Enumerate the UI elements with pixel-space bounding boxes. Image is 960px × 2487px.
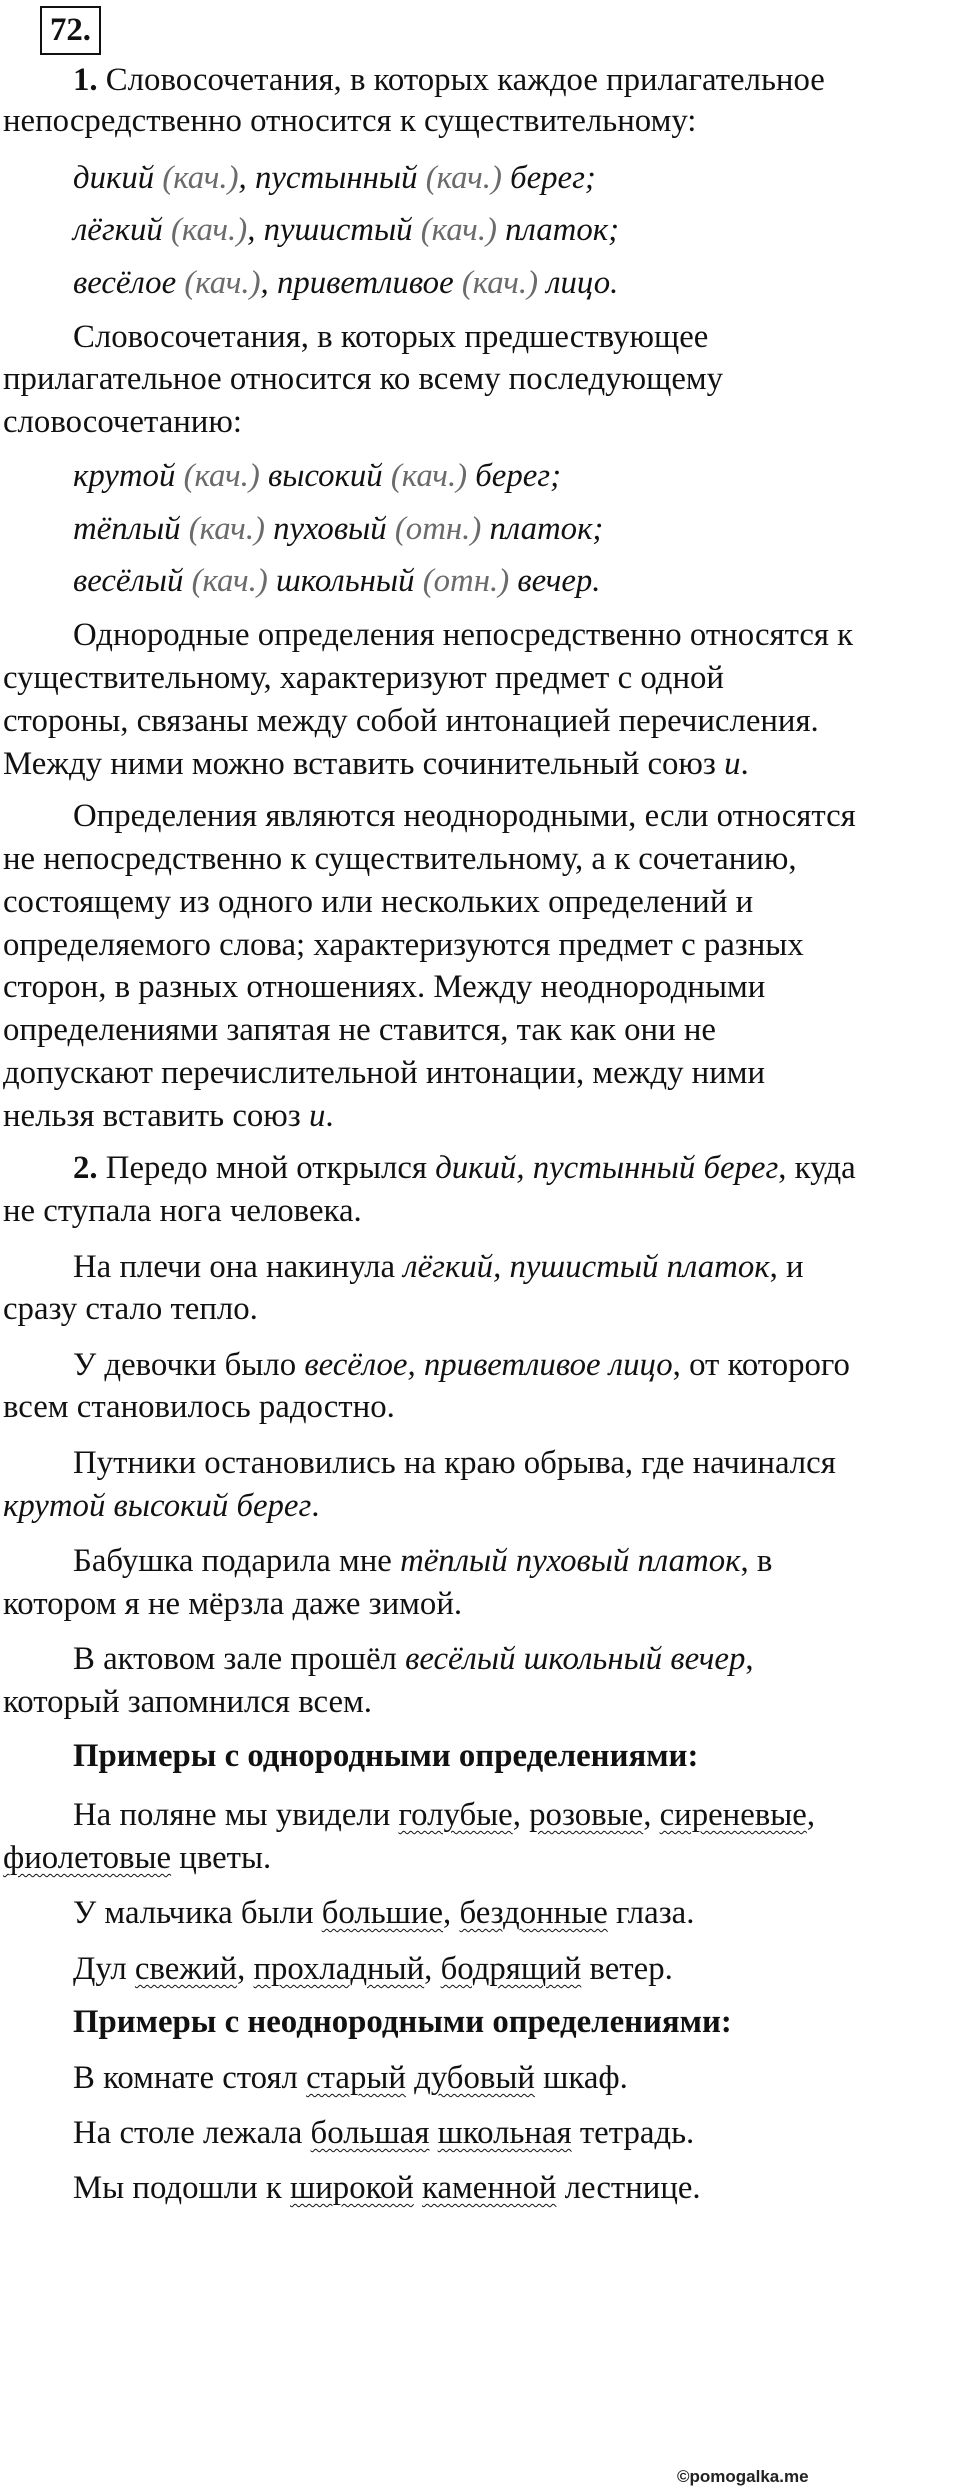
noun: лицо. [546,265,619,301]
s1-number: 1. [73,62,98,98]
tag-b: (отн.) [422,563,510,599]
def-word: большие [321,1895,444,1931]
homo-example-1: дикий (кач.), пустынный (кач.) берег; [73,160,596,196]
text: В комнате стоял [73,2060,307,2096]
s2-sentence-5-line-2: котором я не мёрзла даже зимой. [3,1586,463,1622]
tag-a: (кач.) [191,563,268,599]
text: , [745,1641,754,1677]
homo-example-2: лёгкий (кач.), пушистый (кач.) платок; [73,212,620,248]
tag-a: (кач.) [183,458,260,494]
conj: и [724,746,741,782]
p3-line-3: стороны, связаны между собой интонацией перечисления. [3,703,819,739]
homo-heading: Примеры с однородными определениями: [73,1738,699,1774]
tag-a: (кач.) [184,265,261,301]
phrase: тёплый пуховый платок [400,1543,741,1579]
def-word: дубовый [414,2060,535,2096]
p4-line-8 [0,1089,960,1144]
hetero-heading: Примеры с неоднородными определениями: [73,2004,732,2040]
adj-b: пуховый [273,511,387,547]
p4-line-4: определяемого слова; характеризуются предмет с разных [3,927,804,963]
text: Дул [73,1951,135,1987]
noun: берег; [510,160,596,196]
s1-intro-line-2: непосредственно относится к существительному: [3,103,697,139]
adj-b: пушистый [263,212,413,248]
text: глаза. [607,1895,695,1931]
def-word: каменной [422,2170,557,2206]
def-word: розовые [529,1797,644,1833]
text: Бабушка подарила мне [73,1543,401,1579]
text: нельзя вставить союз [3,1098,309,1134]
noun: платок; [489,511,604,547]
adj-a: весёлое [73,265,177,301]
p3-line-4 [0,737,960,792]
hetero-ex-1 [0,2051,960,2106]
text: Мы подошли к [73,2170,290,2206]
tag-a: (кач.) [171,212,248,248]
exercise-number: 72. [40,6,101,55]
def-word: старый [306,2060,406,2096]
phrase: дикий, пустынный берег [435,1150,779,1186]
def-word: школьная [437,2115,572,2151]
p3-line-1: Однородные определения непосредственно относятся к [73,617,854,653]
hetero-example-2 [0,502,960,557]
conj: и [308,1098,326,1134]
s2-sentence-4-line-2 [0,1479,960,1534]
def-word: свежий [134,1951,238,1987]
s1-intro2-line-3: словосочетанию: [3,404,242,440]
tag-b: (отн.) [394,511,482,547]
def-word: голубые [398,1797,513,1833]
def-word: сиреневые [659,1797,807,1833]
text: В актовом зале прошёл [73,1641,406,1677]
p4-line-2: не непосредственно к существительному, а к сочетанию, [3,841,797,877]
text: На поляне мы увидели [73,1797,399,1833]
def-word: бездонные [459,1895,608,1931]
tag-b: (кач.) [425,160,502,196]
text: . [325,1098,334,1134]
p4-line-6: определениями запятая не ставится, так как они не [3,1012,716,1048]
adj-b: школьный [275,563,415,599]
tag-b: (кач.) [390,458,468,494]
def-word: широкой [290,2170,414,2206]
text: тетрадь. [571,2115,695,2151]
text: У девочки было [73,1347,305,1383]
adj-b: пустынный [254,160,418,196]
noun: берег; [475,458,562,494]
p3-line-2: существительному, характеризуют предмет с одной [3,660,724,696]
text: , и [769,1249,804,1285]
text: , от которого [672,1347,850,1383]
homo-ex-3: Дул свежий, прохладный, бодрящий ветер. [73,1951,673,1987]
hetero-ex-3 [0,2161,960,2216]
text: , куда [778,1150,856,1186]
hetero-example-3 [0,554,960,609]
homo-example-3: весёлое (кач.), приветливое (кач.) лицо. [73,265,619,301]
adj-a: крутой [73,458,176,494]
homo-ex-1: На поляне мы увидели голубые, розовые, сиреневые, [73,1797,816,1833]
s2-sentence-1-line-2: не ступала нога человека. [3,1193,362,1229]
s2-sentence-2-line-2: сразу стало тепло. [3,1291,258,1327]
def-word: бодрящий [440,1951,582,1987]
text: шкаф. [534,2060,628,2096]
adj-a: лёгкий [73,212,163,248]
text: На плечи она накинула [73,1249,404,1285]
def-word: прохладный [253,1951,425,1987]
phrase: весёлое, приветливое лицо [304,1347,673,1383]
tag-b: (кач.) [420,212,497,248]
p4-line-7: допускают перечислительной интонации, между ними [3,1055,766,1091]
text: , в [740,1543,773,1579]
text: Словосочетания, в которых каждое прилагательное [97,62,825,98]
noun: вечер. [517,563,601,599]
s1-intro2-line-1: Словосочетания, в которых предшествующее [73,319,709,355]
hetero-ex-2 [0,2106,960,2161]
tag-a: (кач.) [188,511,265,547]
text: На столе лежала [73,2115,311,2151]
adj-b: приветливое [276,265,454,301]
noun: платок; [505,212,620,248]
def-word: большая [310,2115,430,2151]
def-word: фиолетовые [3,1840,172,1876]
text: ветер. [581,1951,673,1987]
phrase: лёгкий, пушистый платок [403,1249,770,1285]
text: . [311,1488,320,1524]
text: У мальчика были [73,1895,322,1931]
p4-line-3: состоящему из одного или нескольких определений и [3,884,754,920]
adj-a: тёплый [73,511,181,547]
phrase: крутой высокий берег [3,1488,312,1524]
tag-b: (кач.) [461,265,539,301]
text: лестнице. [556,2170,701,2206]
p4-line-5: сторон, в разных отношениях. Между неоднородными [3,969,766,1005]
tag-a: (кач.) [162,160,239,196]
text: цветы. [171,1840,272,1876]
adj-a: весёлый [73,563,184,599]
homo-ex-2: У мальчика были большие, бездонные глаза. [73,1895,695,1931]
s2-number: 2. [73,1150,98,1186]
text: Между ними можно вставить сочинительный союз [3,746,725,782]
s2-sentence-6-line-2: который запомнился всем. [3,1684,372,1720]
hetero-example-1 [0,449,960,504]
watermark: ©pomogalka.me [677,2467,809,2486]
text: . [740,746,749,782]
phrase: весёлый школьный вечер [405,1641,746,1677]
text: Передо мной открылся [97,1150,436,1186]
s2-sentence-3-line-2: всем становилось радостно. [3,1389,395,1425]
adj-a: дикий [73,160,155,196]
adj-b: высокий [267,458,383,494]
s2-sentence-4: Путники остановились на краю обрыва, где начинался [73,1445,836,1481]
s1-intro2-line-2: прилагательное относится ко всему последующему [3,361,724,397]
homo-ex-1-line-2 [0,1831,960,1886]
p4-line-1: Определения являются неоднородными, если относятся [73,798,856,834]
